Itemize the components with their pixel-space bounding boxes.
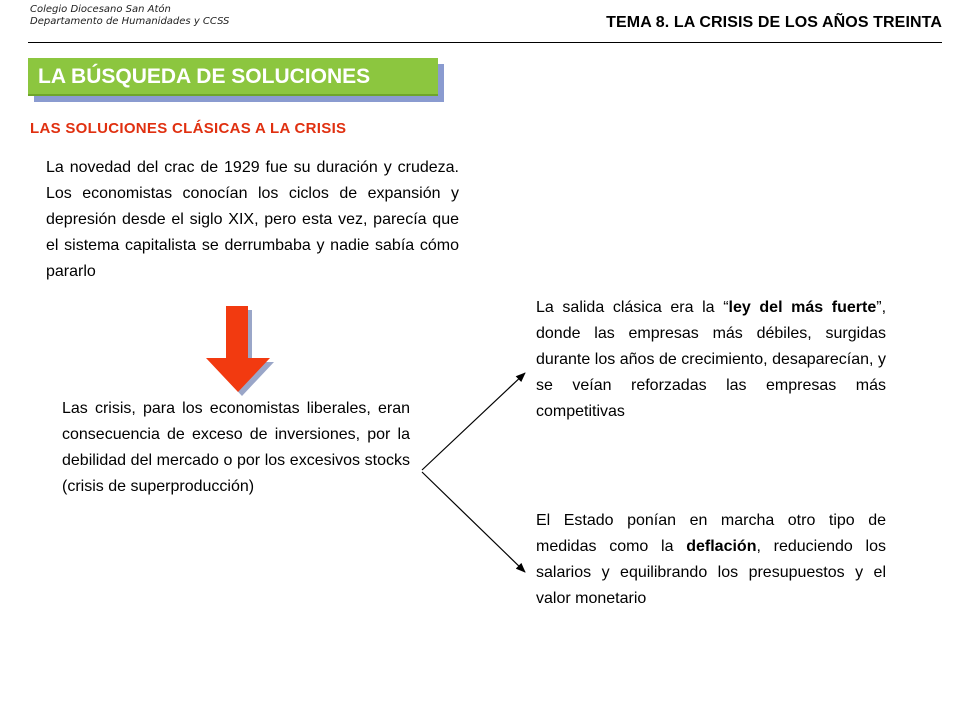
state-bold: deflación	[686, 538, 757, 555]
state-after: , reduciendo los salarios y equilibrando los presupuestos y el valor monetario	[536, 538, 886, 607]
strongest-before: La salida clásica era la “	[536, 299, 729, 316]
section-subtitle: LAS SOLUCIONES CLÁSICAS A LA CRISIS	[30, 120, 347, 137]
deflation-paragraph	[536, 508, 886, 612]
strongest-after: ”, donde las empresas más débiles, surgidas durante los años de crecimiento, desaparecían, y se veían reforzadas las empresas más competitivas	[536, 299, 887, 420]
department-name: Departamento de Humanidades y CCSS	[30, 16, 230, 27]
state-before: El Estado ponían en marcha otro tipo de medidas como la	[536, 512, 886, 555]
strongest-law-paragraph	[536, 295, 886, 425]
strongest-bold: ley del más fuerte	[728, 299, 877, 316]
banner-title: LA BÚSQUEDA DE SOLUCIONES	[28, 58, 438, 96]
intro-paragraph: La novedad del crac de 1929 fue su duración y crudeza. Los economistas conocían los ciclos de expansión y depresión desde el siglo XIX, pero esta vez, parecía que el sistema capitalista se derrumbaba y nadie sabía cómo pararlo	[46, 159, 459, 280]
liberal-paragraph: Las crisis, para los economistas liberales, eran consecuencia de exceso de inversiones, por la debilidad del mercado o por los excesivos stocks (crisis de superproducción)	[62, 400, 410, 495]
topic-title: TEMA 8. LA CRISIS DE LOS AÑOS TREINTA	[606, 14, 942, 31]
school-name: Colegio Diocesano San Atón	[30, 4, 171, 15]
